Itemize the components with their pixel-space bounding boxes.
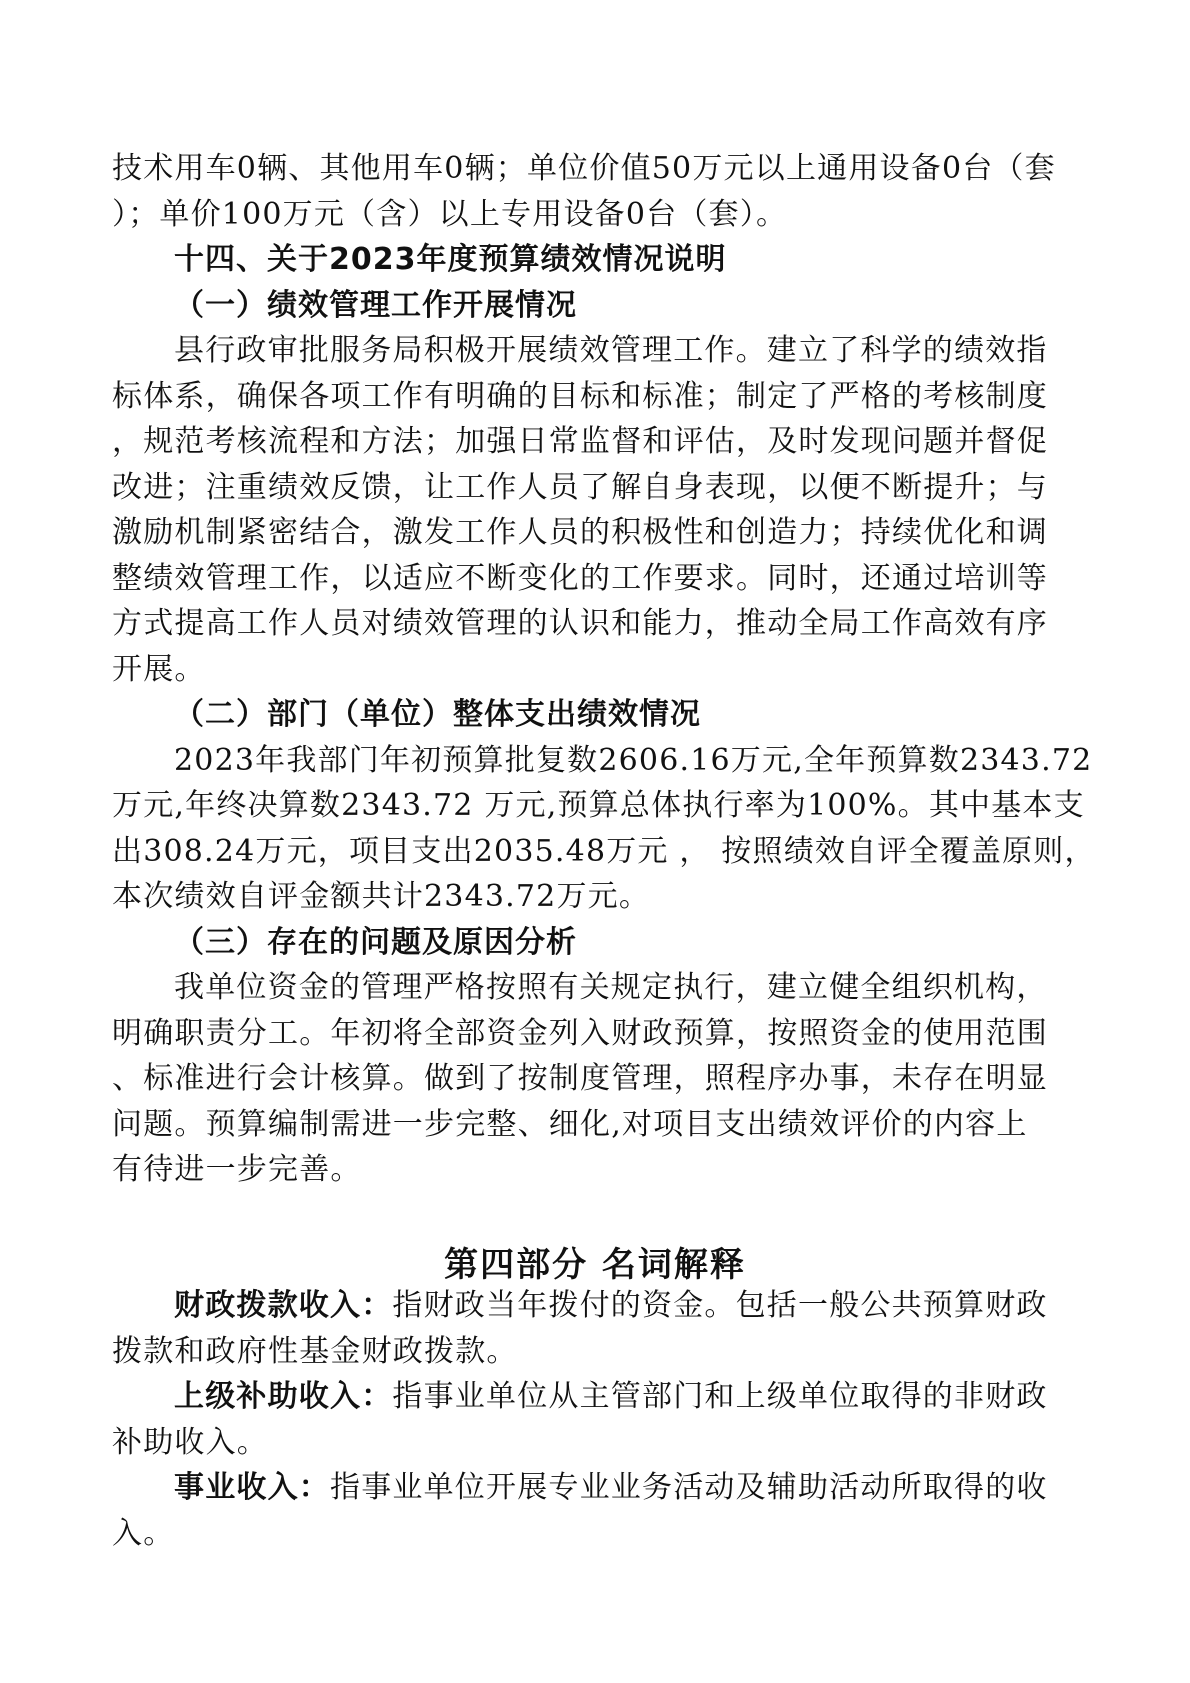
body-line: 方式提高工作人员对绩效管理的认识和能力，推动全局工作高效有序 (112, 606, 1048, 641)
body-line: ，规范考核流程和方法；加强日常监督和评估，及时发现问题并督促 (112, 424, 1048, 459)
body-line: ）；单价100万元（含）以上专用设备0台（套）。 (112, 196, 788, 232)
part-4-title: 第四部分 名词解释 (444, 1245, 746, 1285)
body-line: 问题。预算编制需进一步完整、细化,对项目支出绩效评价的内容上 (112, 1106, 1028, 1142)
subsection-heading: （一）绩效管理工作开展情况 (174, 287, 577, 323)
body-line: 本次绩效自评金额共计2343.72万元。 (112, 879, 651, 914)
glossary-definition: 指事业单位从主管部门和上级单位取得的非财政 (392, 1379, 1048, 1414)
subsection-heading: （三）存在的问题及原因分析 (174, 924, 577, 960)
body-line: 改进；注重绩效反馈，让工作人员了解自身表现，以便不断提升；与 (112, 469, 1048, 505)
section-heading: 十四、关于2023年度预算绩效情况说明 (174, 242, 727, 277)
glossary-term: 事业收入： (174, 1470, 330, 1505)
glossary-continuation: 入。 (112, 1515, 175, 1551)
glossary-entry-line (112, 1465, 1082, 1511)
glossary-continuation: 补助收入。 (112, 1424, 268, 1460)
subsection-heading: （二）部门（单位）整体支出绩效情况 (174, 697, 701, 732)
body-line: 2023年我部门年初预算批复数2606.16万元,全年预算数2343.72 (174, 742, 1093, 778)
glossary-list (112, 1283, 1082, 1556)
body-line: 整绩效管理工作，以适应不断变化的工作要求。同时，还通过培训等 (112, 560, 1048, 596)
glossary-definition: 指事业单位开展专业业务活动及辅助活动所取得的收 (330, 1470, 1048, 1505)
body-line: 我单位资金的管理严格按照有关规定执行，建立健全组织机构， (174, 970, 1048, 1005)
body-line: 县行政审批服务局积极开展绩效管理工作。建立了科学的绩效指 (174, 333, 1048, 368)
section-14-content (112, 146, 1096, 1193)
glossary-continuation: 拨款和政府性基金财政拨款。 (112, 1333, 518, 1369)
body-line: 出308.24万元，项目支出2035.48万元 ， 按照绩效自评全覆盖原则， (112, 833, 1096, 869)
glossary-term: 财政拨款收入： (174, 1288, 393, 1323)
glossary-definition: 指财政当年拨付的资金。包括一般公共预算财政 (392, 1288, 1048, 1323)
body-line: 激励机制紧密结合，激发工作人员的积极性和创造力；持续优化和调 (112, 515, 1048, 550)
body-line: 、标准进行会计核算。做到了按制度管理，照程序办事，未存在明显 (112, 1061, 1048, 1096)
body-line: 有待进一步完善。 (112, 1152, 362, 1187)
body-line: 标体系，确保各项工作有明确的目标和标准；制定了严格的考核制度 (112, 378, 1048, 414)
glossary-entry-line (112, 1374, 1082, 1420)
body-line: 技术用车0辆、其他用车0辆；单位价值50万元以上通用设备0台（套 (112, 151, 1056, 186)
glossary-term: 上级补助收入： (174, 1379, 393, 1414)
glossary-entry-line (112, 1283, 1082, 1329)
body-line: 开展。 (112, 651, 206, 687)
body-line: 万元,年终决算数2343.72 万元,预算总体执行率为100%。其中基本支 (112, 788, 1085, 823)
body-line: 明确职责分工。年初将全部资金列入财政预算，按照资金的使用范围 (112, 1015, 1048, 1051)
